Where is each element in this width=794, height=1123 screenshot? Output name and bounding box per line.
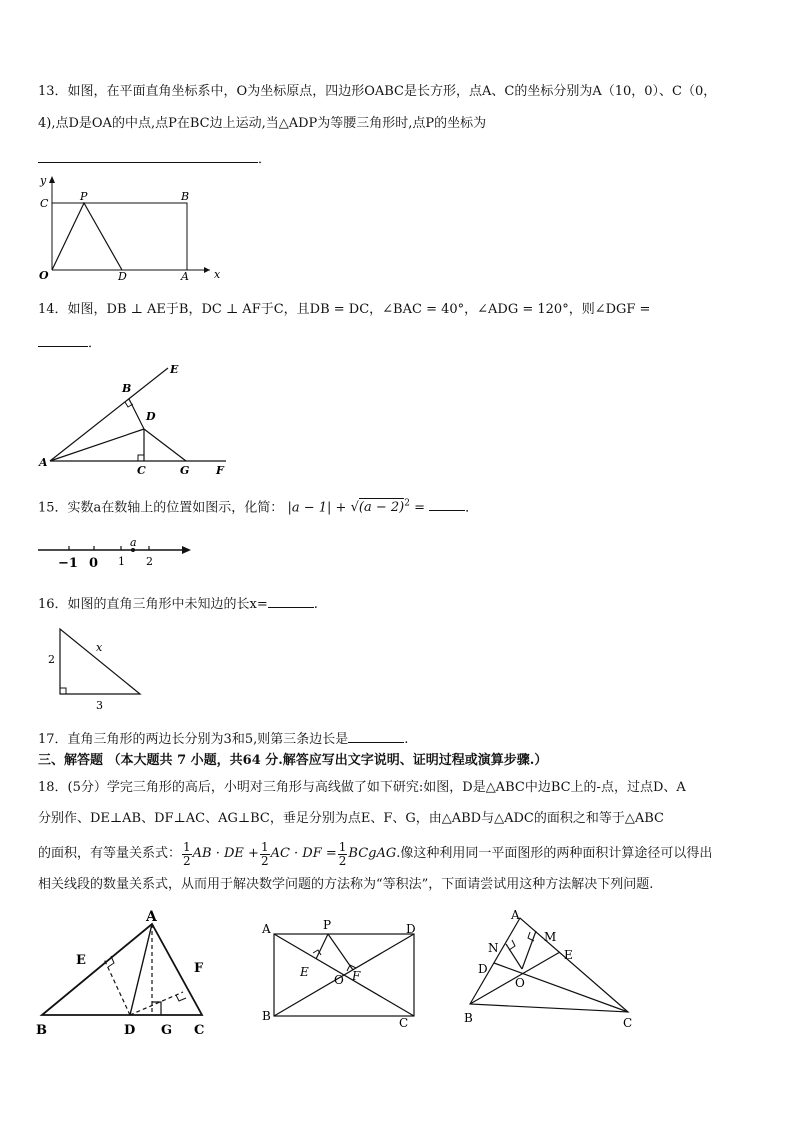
label-o: O (39, 269, 49, 282)
label-n: N (488, 941, 499, 955)
label-a: A (262, 922, 271, 936)
section-header (38, 751, 760, 771)
segment-pe (316, 934, 328, 959)
q15-answer-blank[interactable] (429, 496, 465, 511)
label-b: B (122, 382, 132, 395)
label-e: E (76, 953, 86, 968)
label-d: D (406, 922, 416, 936)
label-x: x (214, 268, 221, 281)
question-14 (38, 300, 760, 354)
label-c: C (194, 1023, 205, 1038)
segment-df (130, 992, 183, 1015)
q17-answer-blank[interactable] (348, 728, 404, 743)
question-17: 17．直角三角形的两边长分别为3和5,则第三条边长是 . (38, 728, 760, 750)
q18-figure-3 (460, 908, 650, 1033)
label-0: 0 (89, 556, 99, 571)
segment-de (104, 959, 130, 1015)
number-line-arrow-icon (182, 546, 191, 554)
q18-line4: 相关线段的数量关系式，从而用于解决数学问题的方法称为“等积法”，下面请尝试用这种方法解决下列问题. (38, 877, 654, 892)
triangle-adp (52, 203, 122, 270)
label-minus1: −1 (58, 556, 78, 571)
q15-number-line (36, 536, 206, 571)
label-a: A (511, 908, 520, 922)
q14-answer-line: ． (38, 332, 760, 354)
q17-line1: 17．直角三角形的两边长分别为3和5,则第三条边长是 (38, 732, 349, 747)
label-3: 3 (96, 699, 103, 712)
question-15: 15．实数a在数轴上的位置如图示，化简： $|a - 1| + √(a - 2)^2$ = ． (38, 494, 760, 518)
segment-om (522, 931, 536, 969)
y-axis-arrow-icon (49, 176, 55, 183)
frac-half-2: $\frac{1}{2}$ (260, 839, 269, 868)
right-angle-b-icon (125, 402, 133, 407)
q15-sqrt-expr: $√(a - 2)^2$ (350, 499, 410, 516)
label-f: F (216, 464, 224, 477)
label-a: A (146, 909, 157, 925)
frac-half-1: $\frac{1}{2}$ (183, 839, 191, 868)
q16-answer-blank[interactable] (268, 593, 314, 608)
label-g: G (180, 464, 190, 477)
label-c: C (623, 1016, 633, 1030)
triangle-abc (42, 924, 202, 1015)
label-d: D (478, 962, 488, 976)
label-b: B (464, 1011, 473, 1025)
label-x: x (96, 641, 103, 654)
right-angle-c-icon (138, 455, 144, 461)
q18-line1: 18．(5分）学完三角形的高后，小明对三角形与高线做了如下研究:如图，D是△ABC中边BC上的-点，过点D、A (38, 780, 686, 795)
segment-db (129, 399, 144, 429)
q18-line3: 的面积，有等量关系式： $\frac{1}{2}$ AB · DE + $\frac{1}{2}$ AC · DF = $\frac{1}{2}$ BCgAG .像这种利用同一平面图形的两种面积计算途径可以得出 (38, 839, 713, 868)
q13-answer-blank[interactable] (38, 148, 258, 163)
label-2: 2 (146, 555, 153, 568)
label-d: D (118, 270, 127, 283)
label-b: B (181, 190, 190, 203)
right-angle-f-icon (176, 995, 186, 1001)
q18-line2: 分别作、DE⊥AB、DF⊥AC、AG⊥BC，垂足分别为点E、F、G，由△ABD与△ADC的面积之和等于△ABC (38, 811, 664, 826)
right-angle-icon (60, 688, 66, 694)
segment-pf (328, 934, 353, 970)
q14-answer-blank[interactable] (38, 332, 88, 347)
label-c: C (137, 464, 146, 477)
label-c: C (40, 197, 49, 210)
x-axis-arrow-icon (204, 267, 210, 273)
q18-figure-1 (34, 910, 244, 1040)
q18-figure-2 (258, 912, 428, 1032)
label-d: D (146, 410, 156, 423)
q13-figure (32, 170, 232, 285)
label-d: D (124, 1023, 136, 1038)
label-y: y (40, 174, 47, 187)
label-b: B (262, 1009, 271, 1023)
label-c: C (399, 1016, 409, 1030)
segment-ad (50, 429, 144, 461)
label-g: G (161, 1023, 173, 1038)
label-e: E (300, 965, 309, 979)
q14-line1: 14．如图，DB ⊥ AE于B，DC ⊥ AF于C，且DB = DC，∠BAC = 40°，∠ADG = 120°，则∠DGF = (38, 302, 651, 317)
label-e: E (170, 363, 179, 376)
q13-answer-line: ． (38, 148, 760, 170)
label-a: a (130, 536, 137, 549)
q13-line1: 13．如图，在平面直角坐标系中，O为坐标原点，四边形OABC是长方形，点A、C的坐标分别为A（10，0）、C（0， (38, 84, 717, 99)
q15-line1: 15．实数a在数轴上的位置如图示，化简： (38, 500, 284, 516)
label-p: P (323, 918, 332, 932)
label-p: P (80, 190, 88, 203)
q13-line2: 4),点D是OA的中点,点P在BC边上运动,当△ADP为等腰三角形时,点P的坐标为 (38, 116, 487, 131)
q16-line1: 16．如图的直角三角形中未知边的长x= (38, 597, 268, 612)
label-a: A (181, 270, 189, 283)
segment-on (506, 944, 522, 969)
question-13 (38, 82, 760, 170)
question-16: 16．如图的直角三角形中未知边的长x= . (38, 593, 760, 615)
label-e: E (564, 948, 573, 962)
label-m: M (544, 930, 557, 944)
label-a: A (39, 456, 48, 469)
right-angle-n-icon (509, 940, 515, 950)
label-f: F (352, 969, 361, 983)
segment-dg (144, 429, 186, 461)
label-f: F (194, 961, 204, 976)
right-triangle (60, 629, 140, 694)
segment-ad (130, 924, 152, 1015)
q16-figure (44, 625, 174, 715)
label-b: B (36, 1023, 47, 1038)
q15-abs-expr: |a − 1| (287, 500, 332, 516)
section-title: 三、解答题 (38, 753, 104, 768)
rectangle-oabc (52, 203, 187, 270)
q14-figure (36, 360, 246, 475)
frac-half-3: $\frac{1}{2}$ (338, 839, 347, 868)
label-o: O (334, 973, 344, 987)
section-note: （本大题共 7 小题，共64 分.解答应写出文字说明、证明过程或演算步骤.） (107, 753, 548, 768)
label-2: 2 (48, 653, 55, 666)
question-18 (38, 778, 760, 895)
label-o: O (515, 976, 525, 990)
label-1: 1 (118, 555, 125, 568)
